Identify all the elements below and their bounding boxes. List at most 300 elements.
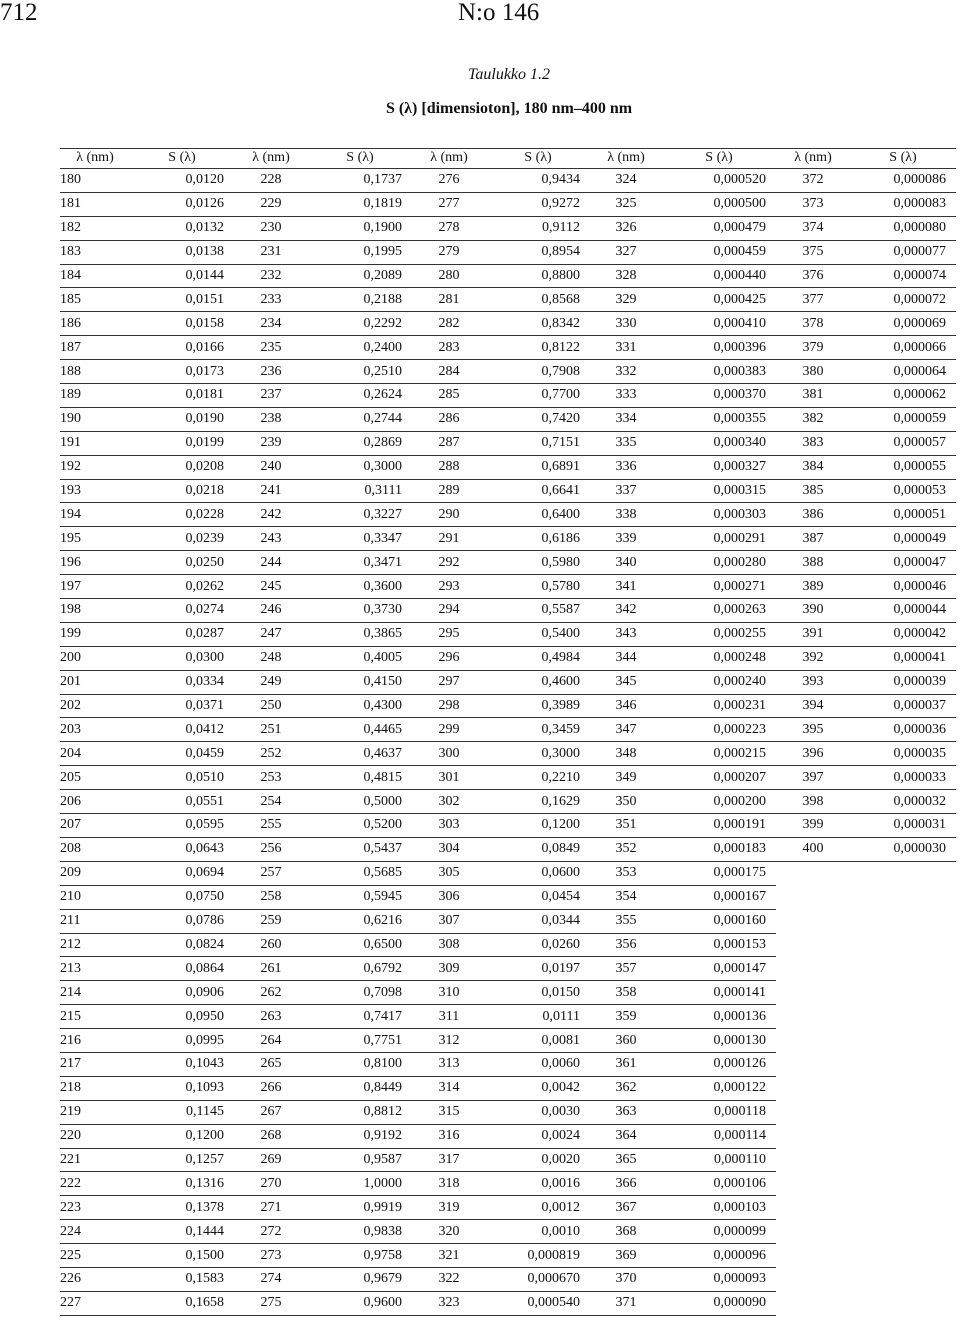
wavelength-cell: 211 bbox=[60, 909, 130, 933]
s-lambda-cell: 0,4150 bbox=[308, 670, 412, 694]
s-lambda-cell: 0,5685 bbox=[308, 861, 412, 885]
wavelength-cell: 206 bbox=[60, 790, 130, 814]
wavelength-cell: 254 bbox=[234, 790, 308, 814]
table-row bbox=[60, 885, 956, 909]
wavelength-cell: 221 bbox=[60, 1148, 130, 1172]
s-lambda-cell: 0,1583 bbox=[130, 1267, 234, 1291]
s-lambda-cell: 0,000044 bbox=[850, 599, 956, 623]
table-row bbox=[60, 790, 956, 814]
s-lambda-cell bbox=[850, 1076, 956, 1100]
wavelength-cell: 220 bbox=[60, 1124, 130, 1148]
s-lambda-cell: 0,0042 bbox=[486, 1076, 590, 1100]
s-lambda-cell: 0,0262 bbox=[130, 575, 234, 599]
wavelength-cell: 213 bbox=[60, 957, 130, 981]
s-lambda-cell: 0,8568 bbox=[486, 288, 590, 312]
s-lambda-cell: 0,5437 bbox=[308, 837, 412, 861]
s-lambda-cell: 0,0030 bbox=[486, 1100, 590, 1124]
wavelength-cell: 223 bbox=[60, 1196, 130, 1220]
wavelength-cell: 257 bbox=[234, 861, 308, 885]
wavelength-cell: 187 bbox=[60, 336, 130, 360]
wavelength-cell: 357 bbox=[590, 957, 662, 981]
wavelength-cell: 203 bbox=[60, 718, 130, 742]
s-lambda-cell: 0,000440 bbox=[662, 264, 776, 288]
s-lambda-cell: 0,8812 bbox=[308, 1100, 412, 1124]
wavelength-cell: 332 bbox=[590, 360, 662, 384]
wavelength-cell: 301 bbox=[412, 766, 486, 790]
wavelength-cell: 258 bbox=[234, 885, 308, 909]
column-header-wavelength: λ (nm) bbox=[590, 148, 662, 169]
wavelength-cell: 182 bbox=[60, 216, 130, 240]
s-lambda-cell: 0,000315 bbox=[662, 479, 776, 503]
wavelength-cell: 378 bbox=[776, 312, 850, 336]
wavelength-cell: 252 bbox=[234, 742, 308, 766]
s-lambda-cell: 0,000240 bbox=[662, 670, 776, 694]
table-row bbox=[60, 670, 956, 694]
s-lambda-cell: 0,000479 bbox=[662, 216, 776, 240]
wavelength-cell: 219 bbox=[60, 1100, 130, 1124]
s-lambda-cell: 0,0750 bbox=[130, 885, 234, 909]
table-row bbox=[60, 1076, 956, 1100]
s-lambda-cell: 0,000410 bbox=[662, 312, 776, 336]
s-lambda-cell: 0,0158 bbox=[130, 312, 234, 336]
s-lambda-cell: 0,000355 bbox=[662, 407, 776, 431]
table-row bbox=[60, 192, 956, 216]
s-lambda-cell: 0,6891 bbox=[486, 455, 590, 479]
s-lambda-cell: 0,000500 bbox=[662, 192, 776, 216]
wavelength-cell: 315 bbox=[412, 1100, 486, 1124]
s-lambda-cell: 0,0849 bbox=[486, 837, 590, 861]
wavelength-cell: 340 bbox=[590, 551, 662, 575]
table-row bbox=[60, 694, 956, 718]
wavelength-cell: 389 bbox=[776, 575, 850, 599]
wavelength-cell: 235 bbox=[234, 336, 308, 360]
wavelength-cell: 305 bbox=[412, 861, 486, 885]
wavelength-cell: 399 bbox=[776, 814, 850, 838]
wavelength-cell: 323 bbox=[412, 1291, 486, 1315]
wavelength-cell: 318 bbox=[412, 1172, 486, 1196]
wavelength-cell: 291 bbox=[412, 527, 486, 551]
wavelength-cell: 268 bbox=[234, 1124, 308, 1148]
s-lambda-cell: 0,000340 bbox=[662, 431, 776, 455]
wavelength-cell: 269 bbox=[234, 1148, 308, 1172]
s-lambda-cell: 0,000114 bbox=[662, 1124, 776, 1148]
wavelength-cell: 284 bbox=[412, 360, 486, 384]
wavelength-cell: 371 bbox=[590, 1291, 662, 1315]
s-lambda-cell: 0,3000 bbox=[486, 742, 590, 766]
wavelength-cell: 214 bbox=[60, 981, 130, 1005]
wavelength-cell: 321 bbox=[412, 1244, 486, 1268]
table-header-row bbox=[60, 148, 956, 169]
wavelength-cell: 333 bbox=[590, 384, 662, 408]
s-lambda-cell: 0,3111 bbox=[308, 479, 412, 503]
table-row bbox=[60, 455, 956, 479]
wavelength-cell: 217 bbox=[60, 1052, 130, 1076]
s-lambda-cell bbox=[850, 1052, 956, 1076]
wavelength-cell: 200 bbox=[60, 646, 130, 670]
s-lambda-cell bbox=[850, 885, 956, 909]
s-lambda-cell: 0,2292 bbox=[308, 312, 412, 336]
s-lambda-cell: 0,000223 bbox=[662, 718, 776, 742]
wavelength-cell: 181 bbox=[60, 192, 130, 216]
wavelength-cell: 186 bbox=[60, 312, 130, 336]
wavelength-cell: 196 bbox=[60, 551, 130, 575]
s-lambda-cell: 0,0228 bbox=[130, 503, 234, 527]
s-lambda-cell: 0,000167 bbox=[662, 885, 776, 909]
wavelength-cell: 310 bbox=[412, 981, 486, 1005]
wavelength-cell: 300 bbox=[412, 742, 486, 766]
s-lambda-cell: 0,1200 bbox=[486, 814, 590, 838]
wavelength-cell bbox=[776, 1124, 850, 1148]
table-row bbox=[60, 288, 956, 312]
s-lambda-cell: 0,8342 bbox=[486, 312, 590, 336]
table-row bbox=[60, 1291, 956, 1315]
wavelength-cell: 309 bbox=[412, 957, 486, 981]
s-lambda-cell bbox=[850, 1220, 956, 1244]
s-lambda-cell: 0,3459 bbox=[486, 718, 590, 742]
wavelength-cell: 277 bbox=[412, 192, 486, 216]
wavelength-cell: 287 bbox=[412, 431, 486, 455]
wavelength-cell: 334 bbox=[590, 407, 662, 431]
s-lambda-cell: 0,0151 bbox=[130, 288, 234, 312]
wavelength-cell: 331 bbox=[590, 336, 662, 360]
s-lambda-cell: 0,0334 bbox=[130, 670, 234, 694]
wavelength-cell: 312 bbox=[412, 1029, 486, 1053]
wavelength-cell: 210 bbox=[60, 885, 130, 909]
wavelength-cell: 270 bbox=[234, 1172, 308, 1196]
wavelength-cell: 201 bbox=[60, 670, 130, 694]
s-lambda-cell bbox=[850, 1244, 956, 1268]
s-lambda-cell: 0,000383 bbox=[662, 360, 776, 384]
wavelength-cell: 226 bbox=[60, 1267, 130, 1291]
s-lambda-cell: 1,0000 bbox=[308, 1172, 412, 1196]
wavelength-cell: 189 bbox=[60, 384, 130, 408]
s-lambda-cell: 0,0218 bbox=[130, 479, 234, 503]
s-lambda-cell: 0,000035 bbox=[850, 742, 956, 766]
wavelength-cell: 212 bbox=[60, 933, 130, 957]
wavelength-cell: 229 bbox=[234, 192, 308, 216]
wavelength-cell: 251 bbox=[234, 718, 308, 742]
s-lambda-cell: 0,000064 bbox=[850, 360, 956, 384]
s-lambda-cell: 0,0239 bbox=[130, 527, 234, 551]
wavelength-cell: 184 bbox=[60, 264, 130, 288]
wavelength-cell: 239 bbox=[234, 431, 308, 455]
page-header bbox=[0, 0, 960, 30]
wavelength-cell: 304 bbox=[412, 837, 486, 861]
column-header-wavelength: λ (nm) bbox=[60, 148, 130, 169]
wavelength-cell: 240 bbox=[234, 455, 308, 479]
s-lambda-cell: 0,000147 bbox=[662, 957, 776, 981]
wavelength-cell bbox=[776, 861, 850, 885]
wavelength-cell: 385 bbox=[776, 479, 850, 503]
wavelength-cell bbox=[776, 1291, 850, 1315]
table-row bbox=[60, 622, 956, 646]
s-lambda-cell: 0,000396 bbox=[662, 336, 776, 360]
s-lambda-cell: 0,000046 bbox=[850, 575, 956, 599]
wavelength-cell: 391 bbox=[776, 622, 850, 646]
table-row bbox=[60, 336, 956, 360]
s-lambda-cell: 0,000041 bbox=[850, 646, 956, 670]
wavelength-cell: 228 bbox=[234, 169, 308, 193]
wavelength-cell: 355 bbox=[590, 909, 662, 933]
wavelength-cell: 306 bbox=[412, 885, 486, 909]
s-lambda-cell: 0,0120 bbox=[130, 169, 234, 193]
wavelength-cell: 237 bbox=[234, 384, 308, 408]
wavelength-cell: 245 bbox=[234, 575, 308, 599]
column-header-wavelength: λ (nm) bbox=[234, 148, 308, 169]
s-lambda-cell bbox=[850, 1029, 956, 1053]
s-lambda-cell: 0,4600 bbox=[486, 670, 590, 694]
s-lambda-cell: 0,000031 bbox=[850, 814, 956, 838]
table-row bbox=[60, 1052, 956, 1076]
column-header-wavelength: λ (nm) bbox=[412, 148, 486, 169]
s-lambda-cell: 0,7417 bbox=[308, 1005, 412, 1029]
s-lambda-cell: 0,0126 bbox=[130, 192, 234, 216]
wavelength-cell: 248 bbox=[234, 646, 308, 670]
wavelength-cell: 345 bbox=[590, 670, 662, 694]
wavelength-cell: 231 bbox=[234, 240, 308, 264]
s-lambda-cell: 0,9192 bbox=[308, 1124, 412, 1148]
s-lambda-cell: 0,000303 bbox=[662, 503, 776, 527]
s-lambda-cell: 0,5000 bbox=[308, 790, 412, 814]
s-lambda-cell: 0,000069 bbox=[850, 312, 956, 336]
s-lambda-cell: 0,3730 bbox=[308, 599, 412, 623]
s-lambda-cell: 0,0694 bbox=[130, 861, 234, 885]
wavelength-cell: 388 bbox=[776, 551, 850, 575]
wavelength-cell: 365 bbox=[590, 1148, 662, 1172]
wavelength-cell: 243 bbox=[234, 527, 308, 551]
wavelength-cell bbox=[776, 909, 850, 933]
wavelength-cell: 338 bbox=[590, 503, 662, 527]
wavelength-cell: 339 bbox=[590, 527, 662, 551]
wavelength-cell: 350 bbox=[590, 790, 662, 814]
table-row bbox=[60, 1148, 956, 1172]
s-lambda-cell: 0,6400 bbox=[486, 503, 590, 527]
s-lambda-cell: 0,1378 bbox=[130, 1196, 234, 1220]
wavelength-cell: 320 bbox=[412, 1220, 486, 1244]
s-lambda-cell: 0,9919 bbox=[308, 1196, 412, 1220]
wavelength-cell: 314 bbox=[412, 1076, 486, 1100]
wavelength-cell bbox=[776, 1076, 850, 1100]
column-header-s-lambda: S (λ) bbox=[130, 148, 234, 169]
table-row bbox=[60, 957, 956, 981]
wavelength-cell: 348 bbox=[590, 742, 662, 766]
wavelength-cell: 246 bbox=[234, 599, 308, 623]
s-lambda-cell: 0,9112 bbox=[486, 216, 590, 240]
table-row bbox=[60, 909, 956, 933]
s-lambda-cell: 0,1093 bbox=[130, 1076, 234, 1100]
wavelength-cell: 295 bbox=[412, 622, 486, 646]
s-lambda-cell: 0,5980 bbox=[486, 551, 590, 575]
wavelength-cell: 328 bbox=[590, 264, 662, 288]
wavelength-cell: 354 bbox=[590, 885, 662, 909]
wavelength-cell: 280 bbox=[412, 264, 486, 288]
wavelength-cell: 349 bbox=[590, 766, 662, 790]
s-lambda-cell bbox=[850, 933, 956, 957]
wavelength-cell: 261 bbox=[234, 957, 308, 981]
s-lambda-cell: 0,000106 bbox=[662, 1172, 776, 1196]
wavelength-cell: 247 bbox=[234, 622, 308, 646]
wavelength-cell: 271 bbox=[234, 1196, 308, 1220]
s-lambda-cell: 0,8800 bbox=[486, 264, 590, 288]
s-lambda-cell: 0,0132 bbox=[130, 216, 234, 240]
wavelength-cell: 238 bbox=[234, 407, 308, 431]
s-lambda-cell: 0,000093 bbox=[662, 1267, 776, 1291]
wavelength-cell: 397 bbox=[776, 766, 850, 790]
wavelength-cell bbox=[776, 1267, 850, 1291]
s-lambda-cell: 0,0190 bbox=[130, 407, 234, 431]
table-row bbox=[60, 981, 956, 1005]
s-lambda-cell: 0,9758 bbox=[308, 1244, 412, 1268]
wavelength-cell: 278 bbox=[412, 216, 486, 240]
s-lambda-cell bbox=[850, 1100, 956, 1124]
s-lambda-cell: 0,6641 bbox=[486, 479, 590, 503]
wavelength-cell: 375 bbox=[776, 240, 850, 264]
wavelength-cell: 359 bbox=[590, 1005, 662, 1029]
s-lambda-cell: 0,8122 bbox=[486, 336, 590, 360]
s-lambda-cell: 0,1500 bbox=[130, 1244, 234, 1268]
s-lambda-cell: 0,000370 bbox=[662, 384, 776, 408]
column-header-s-lambda: S (λ) bbox=[308, 148, 412, 169]
table-row bbox=[60, 1196, 956, 1220]
wavelength-cell: 227 bbox=[60, 1291, 130, 1315]
s-lambda-cell: 0,000090 bbox=[662, 1291, 776, 1315]
table-row bbox=[60, 933, 956, 957]
table-label: Taulukko 1.2 bbox=[467, 66, 551, 83]
wavelength-cell: 267 bbox=[234, 1100, 308, 1124]
s-lambda-cell: 0,4005 bbox=[308, 646, 412, 670]
s-lambda-cell: 0,000053 bbox=[850, 479, 956, 503]
wavelength-cell: 377 bbox=[776, 288, 850, 312]
s-lambda-cell: 0,000032 bbox=[850, 790, 956, 814]
s-lambda-cell: 0,2089 bbox=[308, 264, 412, 288]
wavelength-cell: 195 bbox=[60, 527, 130, 551]
s-lambda-cell: 0,000207 bbox=[662, 766, 776, 790]
spectral-weighting-table bbox=[60, 148, 956, 1316]
wavelength-cell: 382 bbox=[776, 407, 850, 431]
wavelength-cell: 230 bbox=[234, 216, 308, 240]
s-lambda-cell: 0,0208 bbox=[130, 455, 234, 479]
s-lambda-cell: 0,6186 bbox=[486, 527, 590, 551]
s-lambda-cell: 0,000153 bbox=[662, 933, 776, 957]
wavelength-cell: 225 bbox=[60, 1244, 130, 1268]
wavelength-cell: 209 bbox=[60, 861, 130, 885]
column-header-s-lambda: S (λ) bbox=[486, 148, 590, 169]
wavelength-cell: 369 bbox=[590, 1244, 662, 1268]
s-lambda-cell: 0,0824 bbox=[130, 933, 234, 957]
wavelength-cell: 374 bbox=[776, 216, 850, 240]
s-lambda-cell: 0,000037 bbox=[850, 694, 956, 718]
wavelength-cell: 308 bbox=[412, 933, 486, 957]
s-lambda-cell bbox=[850, 981, 956, 1005]
s-lambda-cell: 0,0551 bbox=[130, 790, 234, 814]
s-lambda-cell: 0,000327 bbox=[662, 455, 776, 479]
s-lambda-cell: 0,000540 bbox=[486, 1291, 590, 1315]
s-lambda-cell: 0,000160 bbox=[662, 909, 776, 933]
table-row bbox=[60, 264, 956, 288]
s-lambda-cell: 0,9838 bbox=[308, 1220, 412, 1244]
wavelength-cell: 224 bbox=[60, 1220, 130, 1244]
wavelength-cell: 373 bbox=[776, 192, 850, 216]
s-lambda-cell: 0,000425 bbox=[662, 288, 776, 312]
column-header-s-lambda: S (λ) bbox=[662, 148, 776, 169]
wavelength-cell: 253 bbox=[234, 766, 308, 790]
table-body bbox=[60, 169, 956, 1316]
wavelength-cell: 285 bbox=[412, 384, 486, 408]
wavelength-cell: 330 bbox=[590, 312, 662, 336]
wavelength-cell: 316 bbox=[412, 1124, 486, 1148]
wavelength-cell: 329 bbox=[590, 288, 662, 312]
wavelength-cell: 372 bbox=[776, 169, 850, 193]
s-lambda-cell: 0,000036 bbox=[850, 718, 956, 742]
s-lambda-cell: 0,3227 bbox=[308, 503, 412, 527]
s-lambda-cell: 0,5200 bbox=[308, 814, 412, 838]
wavelength-cell: 343 bbox=[590, 622, 662, 646]
wavelength-cell bbox=[776, 957, 850, 981]
wavelength-cell: 205 bbox=[60, 766, 130, 790]
s-lambda-cell: 0,4815 bbox=[308, 766, 412, 790]
s-lambda-cell: 0,000077 bbox=[850, 240, 956, 264]
s-lambda-cell: 0,6500 bbox=[308, 933, 412, 957]
s-lambda-cell: 0,7151 bbox=[486, 431, 590, 455]
table-row bbox=[60, 169, 956, 193]
s-lambda-cell: 0,4637 bbox=[308, 742, 412, 766]
wavelength-cell: 344 bbox=[590, 646, 662, 670]
s-lambda-cell: 0,000126 bbox=[662, 1052, 776, 1076]
s-lambda-cell: 0,000057 bbox=[850, 431, 956, 455]
s-lambda-cell: 0,0274 bbox=[130, 599, 234, 623]
s-lambda-cell: 0,7751 bbox=[308, 1029, 412, 1053]
s-lambda-cell: 0,0595 bbox=[130, 814, 234, 838]
s-lambda-cell: 0,000051 bbox=[850, 503, 956, 527]
s-lambda-cell: 0,0020 bbox=[486, 1148, 590, 1172]
s-lambda-cell: 0,000062 bbox=[850, 384, 956, 408]
wavelength-cell: 362 bbox=[590, 1076, 662, 1100]
s-lambda-cell: 0,3865 bbox=[308, 622, 412, 646]
s-lambda-cell: 0,000059 bbox=[850, 407, 956, 431]
s-lambda-cell: 0,000141 bbox=[662, 981, 776, 1005]
table-row bbox=[60, 1029, 956, 1053]
s-lambda-cell: 0,1444 bbox=[130, 1220, 234, 1244]
wavelength-cell bbox=[776, 1244, 850, 1268]
wavelength-cell: 259 bbox=[234, 909, 308, 933]
wavelength-cell: 363 bbox=[590, 1100, 662, 1124]
wavelength-cell: 194 bbox=[60, 503, 130, 527]
wavelength-cell: 368 bbox=[590, 1220, 662, 1244]
wavelength-cell: 183 bbox=[60, 240, 130, 264]
wavelength-cell: 208 bbox=[60, 837, 130, 861]
wavelength-cell: 265 bbox=[234, 1052, 308, 1076]
table-row bbox=[60, 360, 956, 384]
s-lambda-cell bbox=[850, 1148, 956, 1172]
s-lambda-cell: 0,000191 bbox=[662, 814, 776, 838]
s-lambda-cell: 0,5400 bbox=[486, 622, 590, 646]
wavelength-cell: 275 bbox=[234, 1291, 308, 1315]
s-lambda-cell: 0,1900 bbox=[308, 216, 412, 240]
column-header-wavelength: λ (nm) bbox=[776, 148, 850, 169]
wavelength-cell: 232 bbox=[234, 264, 308, 288]
wavelength-cell: 274 bbox=[234, 1267, 308, 1291]
s-lambda-cell: 0,0166 bbox=[130, 336, 234, 360]
s-lambda-cell: 0,4300 bbox=[308, 694, 412, 718]
s-lambda-cell: 0,000271 bbox=[662, 575, 776, 599]
s-lambda-cell: 0,000136 bbox=[662, 1005, 776, 1029]
s-lambda-cell: 0,0081 bbox=[486, 1029, 590, 1053]
wavelength-cell bbox=[776, 981, 850, 1005]
s-lambda-cell: 0,0010 bbox=[486, 1220, 590, 1244]
s-lambda-cell: 0,0454 bbox=[486, 885, 590, 909]
s-lambda-cell: 0,7420 bbox=[486, 407, 590, 431]
wavelength-cell: 347 bbox=[590, 718, 662, 742]
